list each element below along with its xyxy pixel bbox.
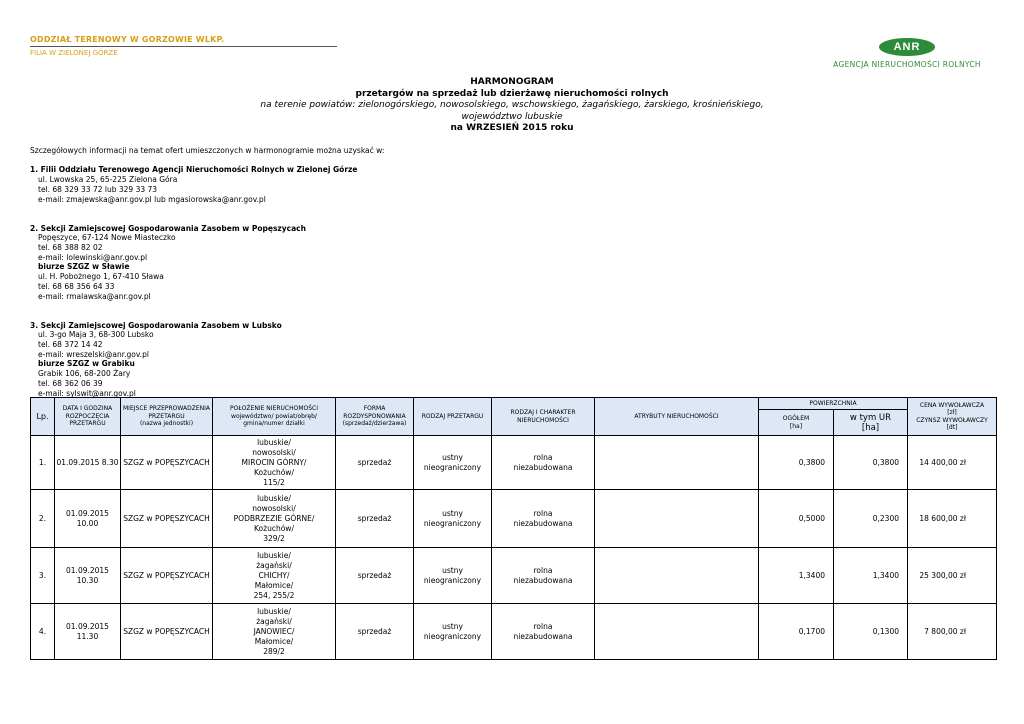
col-form: FORMA ROZDYSPONOWANIA (sprzedaż/dzierżawa) — [336, 398, 414, 436]
office-2-sub-email: e-mail: rmalawska@anr.gov.pl — [38, 291, 151, 301]
cell-place: SZGZ w POPĘSZYCACH — [121, 548, 213, 604]
col-place: MIEJSCE PRZEPROWADZENIA PRZETARGU (nazwa jednostki) — [121, 398, 213, 436]
cell-character: rolna niezabudowana — [492, 548, 595, 604]
col-area-total: OGÓŁEM [ha] — [759, 410, 834, 436]
col-location-sub: województwo/ powiat/obręb/ gmina/numer działki — [231, 412, 317, 428]
cell-price: 25 300,00 zł — [908, 548, 997, 604]
cell-area-total: 0,3800 — [759, 436, 834, 490]
office-1-email: e-mail: zmajewska@anr.gov.pl lub mgasiorowska@anr.gov.pl — [38, 194, 266, 204]
office-3-sub-phone: tel. 68 362 06 39 — [38, 378, 103, 388]
office-2-sub-address: ul. H. Pobożnego 1, 67-410 Sława — [38, 272, 164, 282]
col-tender-kind: RODZAJ PRZETARGU — [414, 398, 492, 436]
cell-area-ur: 1,3400 — [834, 548, 908, 604]
contact-info — [30, 146, 384, 398]
office-2-sub-title: biurze SZGZ w Sławie — [38, 262, 130, 272]
cell-area-ur: 0,1300 — [834, 604, 908, 660]
office-3-sub-address: Grabik 106, 68-200 Żary — [38, 369, 131, 379]
document-title — [0, 77, 1024, 135]
office-3-title: 3. Sekcji Zamiejscowej Gospodarowania Zasobem w Lubsko — [30, 320, 282, 330]
cell-location: lubuskie/ żagański/ CHICHY/ Małomice/ 254, 255/2 — [213, 548, 336, 604]
office-3-address: ul. 3-go Maja 3, 68-300 Lubsko — [38, 330, 154, 340]
cell-location: lubuskie/ nowosolski/ MIROCIN GÓRNY/ Kożuchów/ 115/2 — [213, 436, 336, 490]
office-2-phone: tel. 68 388 82 02 — [38, 242, 103, 252]
cell-attributes — [595, 548, 759, 604]
office-1-title: 1. Filii Oddziału Terenowego Agencji Nieruchomości Rolnych w Zielonej Górze — [30, 165, 358, 175]
cell-place: SZGZ w POPĘSZYCACH — [121, 436, 213, 490]
cell-area-ur: 0,2300 — [834, 490, 908, 548]
cell-date: 01.09.2015 8.30 — [55, 436, 121, 490]
office-2-title: 2. Sekcji Zamiejscowej Gospodarowania Zasobem w Popęszycach — [30, 223, 306, 233]
cell-lp: 3. — [31, 548, 55, 604]
office-3-sub-email: e-mail: sylswit@anr.gov.pl — [38, 388, 136, 398]
cell-date: 01.09.2015 11.30 — [55, 604, 121, 660]
cell-form: sprzedaż — [336, 548, 414, 604]
cell-tender-kind: ustny nieograniczony — [414, 436, 492, 490]
cell-form: sprzedaż — [336, 604, 414, 660]
col-area: POWIERZCHNIA — [759, 398, 908, 410]
cell-place: SZGZ w POPĘSZYCACH — [121, 604, 213, 660]
cell-area-total: 0,5000 — [759, 490, 834, 548]
cell-date: 01.09.2015 10.30 — [55, 548, 121, 604]
cell-lp: 2. — [31, 490, 55, 548]
cell-character: rolna niezabudowana — [492, 604, 595, 660]
cell-lp: 4. — [31, 604, 55, 660]
anr-logo-mark: ANR — [879, 38, 935, 56]
cell-area-total: 1,3400 — [759, 548, 834, 604]
title-line-1: HARMONOGRAM — [470, 77, 554, 87]
office-3-email: e-mail: wreszelski@anr.gov.pl — [38, 349, 149, 359]
col-attributes: ATRYBUTY NIERUCHOMOŚCI — [595, 398, 759, 436]
cell-character: rolna niezabudowana — [492, 490, 595, 548]
col-date: DATA I GODZINA ROZPOCZĘCIA PRZETARGU — [55, 398, 121, 436]
cell-attributes — [595, 604, 759, 660]
office-3-phone: tel. 68 372 14 42 — [38, 339, 103, 349]
cell-character: rolna niezabudowana — [492, 436, 595, 490]
cell-location: lubuskie/ nowosolski/ PODBRZEZIE GÓRNE/ Kożuchów/ 329/2 — [213, 490, 336, 548]
cell-form: sprzedaż — [336, 490, 414, 548]
cell-tender-kind: ustny nieograniczony — [414, 490, 492, 548]
table-row — [31, 604, 997, 660]
cell-tender-kind: ustny nieograniczony — [414, 548, 492, 604]
org-name: ODDZIAŁ TERENOWY W GORZOWIE WLKP. — [30, 35, 225, 44]
col-form-sub: (sprzedaż/dzierżawa) — [342, 420, 407, 428]
letterhead — [30, 35, 337, 57]
cell-attributes — [595, 436, 759, 490]
col-location: POŁOŻENIE NIERUCHOMOŚCI województwo/ powiat/obręb/ gmina/numer działki — [213, 398, 336, 436]
office-1-phone: tel. 68 329 33 72 lub 329 33 73 — [38, 184, 158, 194]
schedule-table — [30, 397, 997, 660]
cell-price: 18 600,00 zł — [908, 490, 997, 548]
header-rule — [30, 46, 337, 47]
title-line-5: na WRZESIEŃ 2015 roku — [450, 123, 574, 133]
col-character: RODZAJ I CHARAKTER NIERUCHOMOŚCI — [492, 398, 595, 436]
col-place-sub: (nazwa jednostki) — [139, 420, 194, 428]
col-area-ur: w tym UR [ha] — [834, 410, 908, 436]
cell-area-total: 0,1700 — [759, 604, 834, 660]
office-2-sub-phone: tel. 68 68 356 64 33 — [38, 281, 115, 291]
table-row — [31, 490, 997, 548]
office-2-email: e-mail: lolewinski@anr.gov.pl — [38, 252, 148, 262]
cell-location: lubuskie/ żagański/ JANOWIEC/ Małomice/ 289/2 — [213, 604, 336, 660]
title-line-2: przetargów na sprzedaż lub dzierżawę nieruchomości rolnych — [355, 88, 669, 99]
office-3-sub-title: biurze SZGZ w Grabiku — [38, 359, 135, 369]
title-line-4: województwo lubuskie — [461, 111, 563, 122]
anr-logo — [822, 38, 992, 69]
cell-lp: 1. — [31, 436, 55, 490]
intro-text: Szczegółowych informacji na temat ofert umieszczonych w harmonogramie można uzyskać w: — [30, 146, 385, 155]
col-lp: Lp. — [31, 398, 55, 436]
cell-date: 01.09.2015 10.00 — [55, 490, 121, 548]
cell-attributes — [595, 490, 759, 548]
anr-logo-text: AGENCJA NIERUCHOMOŚCI ROLNYCH — [833, 60, 981, 69]
cell-area-ur: 0,3800 — [834, 436, 908, 490]
col-price: CENA WYWOŁAWCZA [zł] CZYNSZ WYWOŁAWCZY [dt] — [908, 398, 997, 436]
table-row — [31, 548, 997, 604]
branch-name: FILIA W ZIELONEJ GÓRZE — [30, 49, 118, 57]
cell-price: 7 800,00 zł — [908, 604, 997, 660]
title-line-3: na terenie powiatów: zielonogórskiego, nowosolskiego, wschowskiego, żagańskiego, żarskiego, krośnieńskiego, — [260, 100, 764, 110]
cell-form: sprzedaż — [336, 436, 414, 490]
cell-tender-kind: ustny nieograniczony — [414, 604, 492, 660]
table-row — [31, 436, 997, 490]
office-2-address: Popęszyce, 67-124 Nowe Miasteczko — [38, 233, 176, 243]
office-1-address: ul. Lwowska 25, 65-225 Zielona Góra — [38, 175, 178, 185]
cell-price: 14 400,00 zł — [908, 436, 997, 490]
cell-place: SZGZ w POPĘSZYCACH — [121, 490, 213, 548]
